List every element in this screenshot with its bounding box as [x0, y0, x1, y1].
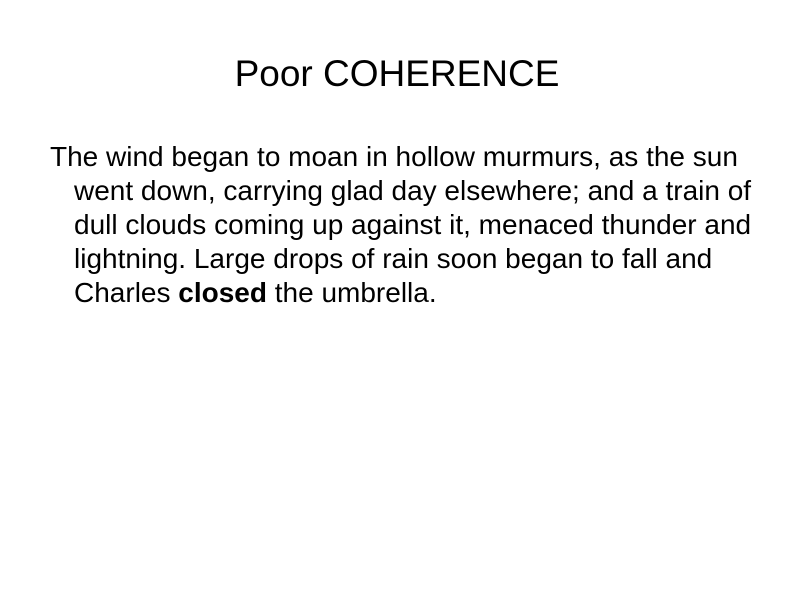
slide-body: [50, 140, 770, 310]
body-text-before: The wind began to moan in hollow murmurs, as the sun went down, carrying glad day elsewhere; and a train of dull clouds coming up against it, menaced thunder and lightning. Large drops of rain soon began to fall and Charles: [50, 141, 752, 308]
body-text-after: the umbrella.: [266, 277, 437, 308]
slide-title: Poor COHERENCE: [234, 53, 560, 94]
emphasized-word: closed: [178, 277, 267, 308]
body-paragraph: [50, 140, 770, 310]
